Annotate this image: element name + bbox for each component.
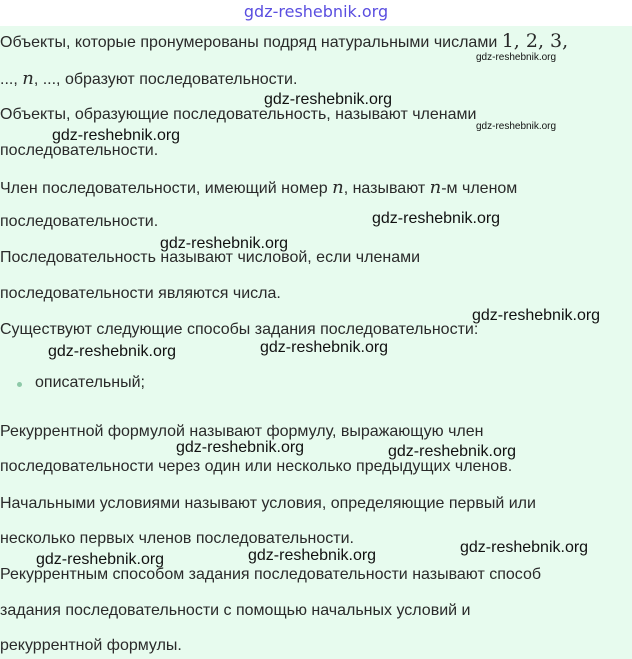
watermark: gdz-reshebnik.org (388, 443, 517, 460)
bullet-marker (17, 382, 22, 387)
text-run: Объекты, которые пронумерованы подряд натуральными числами (0, 34, 502, 51)
paragraph-7-line-2: несколько первых членов последовательности. (0, 530, 354, 547)
math-numbers: 1, 2, 3, (501, 30, 569, 52)
watermark: gdz-reshebnik.org (36, 551, 165, 568)
header-watermark: gdz-reshebnik.org (243, 2, 389, 21)
paragraph-4-line-2: последовательности являются числа. (0, 285, 281, 302)
document-body (0, 26, 632, 659)
paragraph-8-line-2: задания последовательности с помощью начальных условий и (0, 602, 471, 619)
watermark: gdz-reshebnik.org (260, 339, 389, 356)
watermark: gdz-reshebnik.org (48, 343, 177, 360)
paragraph-5-line-1: Существуют следующие способы задания последовательности: (0, 321, 479, 338)
watermark: gdz-reshebnik.org (264, 91, 393, 108)
paragraph-1-line-1 (0, 30, 568, 52)
text-run: , называют (343, 180, 430, 197)
text-run: -м членом (441, 180, 518, 197)
watermark: gdz-reshebnik.org (52, 127, 181, 144)
watermark: gdz-reshebnik.org (476, 121, 557, 132)
paragraph-6-line-1: Рекуррентной формулой называют формулу, выражающую член (0, 423, 484, 440)
paragraph-4-line-1: Последовательность называют числовой, если членами (0, 249, 421, 266)
watermark: gdz-reshebnik.org (248, 547, 377, 564)
text-run: Член последовательности, имеющий номер (0, 180, 333, 197)
watermark: gdz-reshebnik.org (476, 52, 557, 63)
paragraph-2-line-1: Объекты, образующие последовательность, называют членами (0, 106, 477, 123)
paragraph-8-line-1: Рекуррентным способом задания последовательности называют способ (0, 566, 542, 583)
paragraph-2-line-2: последовательности. (0, 142, 159, 159)
watermark: gdz-reshebnik.org (372, 210, 501, 227)
paragraph-3-line-1 (0, 177, 517, 198)
paragraph-6-line-2: последовательности через один или несколько предыдущих членов. (0, 458, 513, 475)
math-n: n (22, 68, 34, 89)
text-run: , ..., образуют последовательности. (33, 71, 298, 88)
text-run: ..., (0, 71, 23, 88)
bullet-item-1: описательный; (35, 374, 145, 391)
paragraph-3-line-2: последовательности. (0, 213, 159, 230)
paragraph-8-line-3: рекуррентной формулы. (0, 637, 182, 654)
watermark: gdz-reshebnik.org (160, 235, 289, 252)
math-n: n (332, 177, 344, 198)
watermark: gdz-reshebnik.org (460, 539, 589, 556)
watermark: gdz-reshebnik.org (472, 307, 601, 324)
watermark: gdz-reshebnik.org (176, 439, 305, 456)
math-n: n (429, 177, 442, 198)
paragraph-1-line-2 (0, 68, 297, 89)
paragraph-7-line-1: Начальными условиями называют условия, определяющие первый или (0, 495, 536, 512)
